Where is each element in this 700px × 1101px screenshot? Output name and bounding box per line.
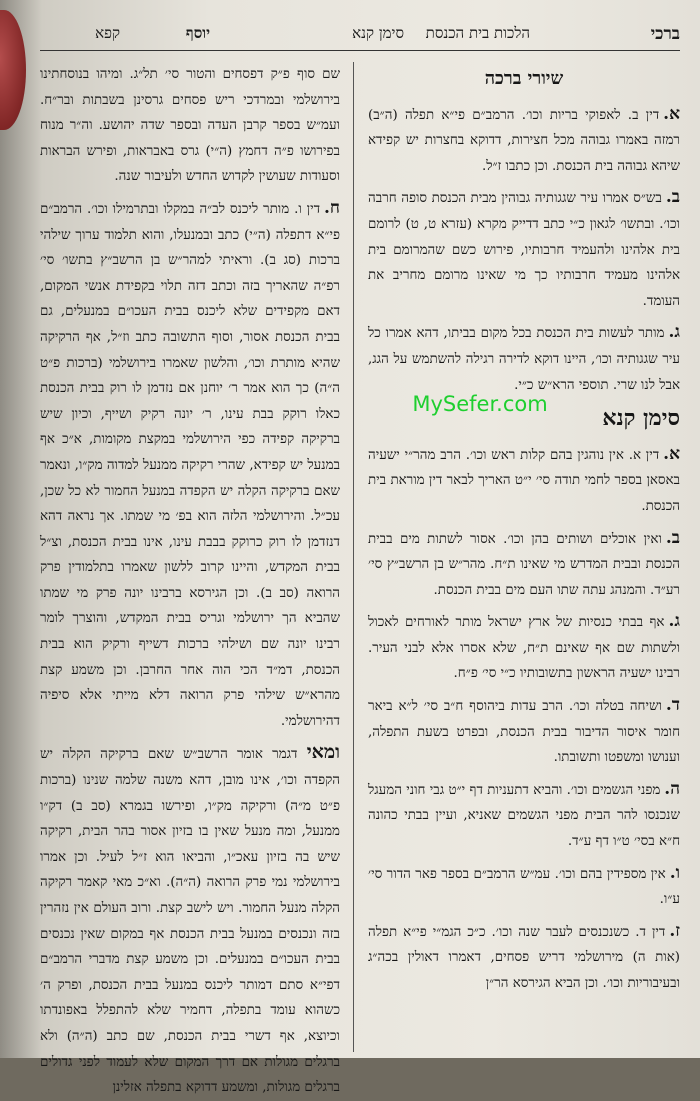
paragraph [368,861,680,913]
paragraph [368,320,680,398]
paragraph-text: ואין אוכלים ושותים בהן וכו׳. אסור לשתות מים בבית הכנסת ובבית המדרש מי שאינו ת״ח. מהר״ש בן הרשב״ץ סי׳ רע״ד. והמנהג עתה שתו העם מים בבית הכנסת. [368,531,680,598]
paragraph-marker: ד. [665,695,680,716]
paragraph-text: דין ד. כשנכנסים לעבר שנה וכו׳. כ״כ הגמ״י פי״א תפלה (אות ה) מירושלמי דריש פסחים, דאמרו דאולין בכה״ג ובעיבוריות וכו׳. וכן הביא הגירסא הר״ן [368,924,680,991]
paragraph [368,919,680,997]
paragraph [368,442,680,520]
paragraph-text: אין מספידין בהם וכו׳. עמ״ש הרמב״ם בספר פאר הדור סי׳ ע״ו. [368,866,680,908]
header-title: הלכות בית הכנסת [425,24,530,42]
right-column [368,62,680,1052]
paragraph-marker: ב. [665,187,680,208]
paragraph-text: מפני הגשמים וכו׳. והביא דתעניות דף י״ט גבי חוני המעגל שנכנסו להר הבית מפני הגשמים שאניא, ועיין בבתי כהונה ח״א בסי׳ ט״ו דף ע״ד. [368,782,680,850]
finger-shadow [0,10,26,130]
header-yosef: יוסף [185,24,210,42]
paragraph [40,196,340,734]
paragraph-marker: ג. [668,322,680,343]
section-heading-shiurei-bracha: שיורי ברכה [484,68,564,89]
header-page-number: קפא [95,24,120,42]
paragraph-marker: א. [663,103,680,124]
paragraph-marker: ב. [665,527,680,548]
paragraph [368,777,680,855]
paragraph-marker: ז. [669,920,680,941]
paragraph-text: אף בבתי כנסיות של ארץ ישראל מותר לאורחים לאכול ולשתות שם אף שאינם ת״ח, שלא אסרו אלא לבני העיר. רבינו ישעיה הראשון בתשובותיו כ״י סי׳ פ״ח. [368,615,680,682]
paragraph [368,102,680,180]
paragraph-marker: א. [663,443,680,464]
paragraph-opening-word: ומאי [306,741,340,764]
watermark: MySefer.com [412,392,548,416]
header-rule [40,50,680,51]
paragraph-text: בש״ס אמרו עיר שגגותיה גבוהין מבית הכנסת סופה חרבה וכו׳. ובתשו׳ לגאון כ״י כתב דדייק מקרא (עזרא ט, ט) לרומם בית אלהינו ולהעמיד חרבותיו, פירוש כשם שהמרומם בית אלהינו מעמיד חרבותיו כך מי שאינו מרומם מחריב את העומד. [368,191,680,309]
header-siman: סימן קנא [352,24,404,42]
paragraph-text: ושיחה בטלה וכו׳. הרב עדות ביהוסף ח״ב סי׳ ל״א ביאר חומר איסור הדיבור בבית הכנסת, ובפרט בשעת התפלה, וענושו ומשפטו ותשובתו. [368,699,680,766]
header-right-word: ברכי [650,24,680,44]
paragraph [368,185,680,314]
column-divider [353,62,354,1052]
paragraph-marker: ה. [664,778,680,799]
paragraph-text: דין ב. לאפוקי בריות וכו׳. הרמב״ם פי״א תפלה (ה״ב) רמזה באמרו גבוהה מכל חצירות, דדוקא בחצרות יש קפידא שיהא גבוהה בית הכנסת. וכן כתבו ז״ל. [368,107,680,174]
paragraph [368,609,680,687]
paragraph-marker: ו. [669,862,680,883]
paragraph-intro: שם סוף פ״ק דפסחים והטור סי׳ תל״ג. ומיהו בנוסחתינו בירושלמי ובמרדכי ריש פסחים גרסינן בשבתות ובר״ח. ועמ״ש בספר קרבן העדה ובספר שדה יהושע. וה״ר מנוח בפירושו פ״ה דחמץ (ה״י) גרס באבראות, ופירש הבראות וסעודות שעושין לקדוש החדש ולעיבור שנה. [40,67,340,185]
siman-heading: סימן קנא [602,405,680,432]
paragraph [368,526,680,604]
page-header [40,18,680,58]
paragraph-marker: ג. [668,611,680,632]
paragraph-text: מותר לעשות בית הכנסת בכל מקום בביתו, דהא אמרו כל עיר שגגותיה וכו׳, היינו דוקא לדירה רגילה להשתמש על הגג, אבל לנו שרי. תוספי הרא״ש כ״י. [368,326,680,393]
paragraph-text: דין ו. מותר ליכנס לב״ה במקלו ובתרמילו וכו׳. הרמב״ם פי״א דתפלה (ה״י) כתב ובמנעלו, והוא תלמוד ערוך שילהי ברכות (סג ב). וראיתי למהר״ש בן הרשב״ץ בתשו׳ סי׳ רפ״ה שהאריך בזה וכתב דזה תלוי בקפידת אנשי המקום, דאם מקפידים שלא ליכנס בבית העכו״ם במנעלים, גם בבית הכנסת אסור, וסוף התשובה כתב וז״ל, אף הרקיקה שהיא מותרת וכו׳, והלשון שאמרו בירושלמי (ברכות פ״ט ה״ה) כך הוא אמר ר׳ יוחנן אם נזדמן לו רוק בבית הכנסת כאלו רוקק בבת עינו, ר׳ יונה רקיק ושייף, וכיון שיש ברקיקה קפידה כפי הירושלמי במקצת מקומות, א״כ אף במנעל יש קפידא, שהרי רקיקה ממנעל למדוה מק״ו, ונאמר שאם ברקיקה הקלה יש הקפדה במנעל החמור לא כל שכן, עכ״ל. והירושלמי הלזה הוא בפ׳ מי שמתו. אך נראה דהא דנזדמן לו רוק כרוקק בבבת עינו, אינו בבית הכנסת, וצ״ל בבית המקדש, והיינו קרוב ללשון שאמרו בתלמודין פרק הרואה (סב ב). וכן הגירסא ברבינו יונה פרק מי שמתו שהביא הך ירושלמי וגריס בבית המקדש, והוצרך לומר רבינו יונה שם ושילהי ברכות דשייף ורקיק הוא בבית הכנסת, דמ״ד הכי הוה אחר החרבן. וכן משמע קצת מהרא״ש שילהי פרק הרואה דלא מייתי אלא סיפיה דהירושלמי. [40,201,340,729]
paragraph [40,740,340,1100]
paragraph-text: דגמר אומר הרשב״ש שאם ברקיקה הקלה יש הקפדה וכו׳, אינו מובן, דהא משנה שלמה שנינו (ברכות פ״ט מ״ה) ורקיקה מק״ו, ופירשו בגמרא (סב ב) דק״ו ממנעל, ומה מנעל שאין בו בזיון אסור בהר הבית, רקיקה שיש בה בזיון עאכ״ו, והביאו הוא ז״ל לעיל. וכן אמרו בירושלמי נמי פרק הרואה (ה״ה). וא״כ מאי קאמר רקיקה הקלה מנעל החמור. ויש לישב קצת. ורוב העולם אין נזהרין בזה ונכנסים במנעל בבית הכנסת אף במקום שאין נכנסים בבית העכו״ם במנעלים. וכן משמע קצת מדברי הרמב״ם דפי״א סתם דמותר ליכנס במנעל בבית הכנסת, ופרק ה׳ כשהוא עומד בתפלה, דחמיר שלא להתפלל באפונדתו וכיוצא, אף דשרי בבית הכנסת, שם כתב (ה״ה) ולא ברגלים מגולות אם דרך המקום שלא לעמוד לפני גדולים ברגלים מגולות, ומשמע דדוקא בתפלה אזלינן [40,747,340,1096]
left-column [40,62,340,1096]
paragraph [368,693,680,771]
paragraph-text: דין א. אין נוהגין בהם קלות ראש וכו׳. הרב מהר״י ישעיה באסאן בספר לחמי תודה סי׳ י״ט האריך לבאר דין מוראת בית הכנסת. [368,447,680,514]
paragraph-marker: ח. [324,197,340,218]
